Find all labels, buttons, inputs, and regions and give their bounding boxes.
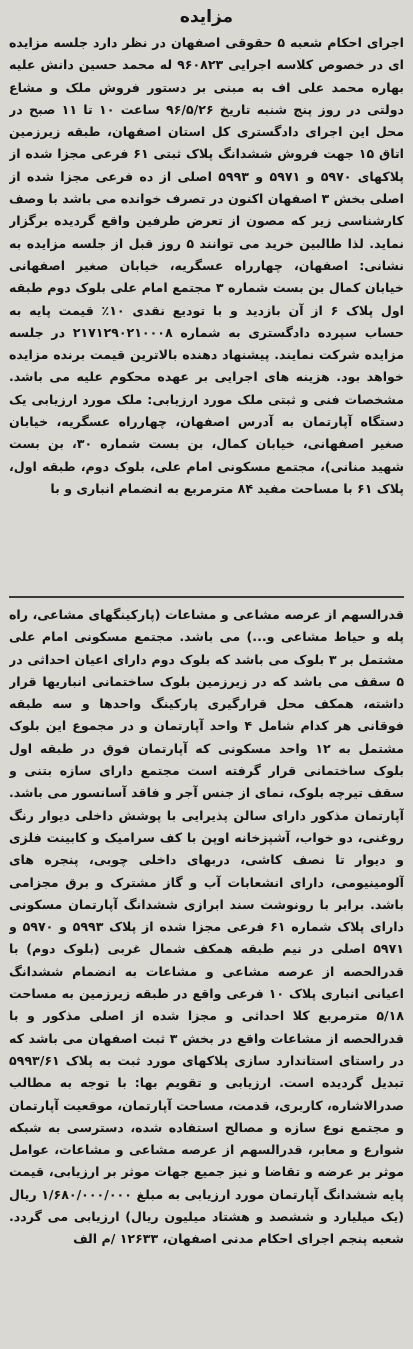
column-divider bbox=[9, 596, 404, 598]
notice-body-part-1: اجرای احکام شعبه ۵ حقوقی اصفهان در نظر دارد جلسه مزایده ای در خصوص کلاسه اجرایی ۹۶۰۸۲۳ له محمد حسین دانش علیه بهاره محمد علی اف به مبنی بر دستور فروش ملک و مشاع دولتی در روز پنج شنبه تاریخ ۹۶/۵/۲۶ ساعت ۱۰ تا ۱۱ صبح در محل این اجرای دادگستری کل استان اصفهان، طبقه زیرزمین اتاق ۱۵ جهت فروش ششدانگ پلاک ثبتی ۶۱ فرعی مجزا شده از پلاکهای ۵۹۷۰ و ۵۹۷۱ و ۵۹۹۳ اصلی از ده فرعی مجزا شده از اصلی بخش ۳ اصفهان اکنون در تصرف خوانده می باشد با وصف کارشناسی زیر که مصون از تعرض طرفین واقع گردیده برگزار نماید. لذا طالبین خرید می توانند ۵ روز قبل از جلسه مزایده به نشانی: اصفهان، چهارراه عسگریه، خیابان صغیر اصفهانی خیابان کمال بن بست شماره ۳ مجتمع امام علی بلوک دوم طبقه اول پلاک ۶ از آن بازدید و با تودیع نقدی ۱۰٪ قیمت پایه به حساب سپرده دادگستری به شماره ۲۱۷۱۲۹۰۲۱۰۰۰۸ در جلسه مزایده شرکت نمایند. پیشنهاد دهنده بالاترین قیمت برنده مزایده خواهد بود. هزینه های اجرایی بر عهده محکوم علیه می باشد. مشخصات فنی و ثبتی ملک مورد ارزیابی: ملک مورد ارزیابی یک دستگاه آپارتمان به آدرس اصفهان، چهارراه عسگریه، خیابان صغیر اصفهانی، خیابان کمال، بن بست شماره ۳۰، بن بست شهید منانی)، مجتمع مسکونی امام علی، بلوک دوم، طبقه اول، پلاک ۶۱ با مساحت مفید ۸۴ مترمربع به انضمام انباری و با bbox=[9, 35, 404, 496]
notice-body-part-2: قدرالسهم از عرصه مشاعی و مشاعات (پارکینگهای مشاعی، راه پله و حیاط مشاعی و...) می باشد. مجتمع مسکونی امام علی مشتمل بر ۳ بلوک می باشد که بلوک دوم دارای اعیان احداثی در ۵ سقف می باشد که در زیرزمین بلوک ساختمانی انباریها قرار داشته، همکف محل قرارگیری پارکینگ واحدها و سه طبقه فوقانی هر کدام شامل ۴ واحد آپارتمان و در مجموع این بلوک مشتمل به ۱۲ واحد مسکونی که آپارتمان فوق در طبقه اول بلوک ساختمانی قرار گرفته است مجتمع دارای سازه بتنی و سقف تیرچه بلوک، نمای از جنس آجر و فاقد آسانسور می باشد. آپارتمان مذکور دارای سالن پذیرایی با پوشش داخلی دیوار رنگ روغنی، دو خواب، آشپزخانه اوپن با کف سرامیک و کابینت فلزی و دیوار تا نصف کاشی، دربهای داخلی چوبی، پنجره های آلومینیومی، دارای انشعابات آب و گاز مشترک و برق مجزامی باشد. برابر با رونوشت سند ابرازی ششدانگ آپارتمان مسکونی دارای پلاک شماره ۶۱ فرعی مجزا شده از پلاک ۵۹۹۳ و ۵۹۷۰ و ۵۹۷۱ اصلی در نیم طبقه همکف شمال غربی (بلوک دوم) با قدرالحصه از عرصه مشاعی و مشاعات به انضمام ششدانگ اعیانی انباری پلاک ۱۰ فرعی واقع در طبقه زیرزمین به مساحت ۵/۱۸ مترمربع کلا احداثی و مجزا شده از اصلی مذکور و با قدرالحصه از مشاعات واقع در بخش ۳ ثبت اصفهان می باشد که در راستای استاندارد سازی پلاکهای مورد ثبت به پلاک ۵۹۹۳/۶۱ تبدیل گردیده است. ارزیابی و تقویم بها: با توجه به مطالب صدرالاشاره، کاربری، قدمت، مساحت آپارتمان، موقعیت آپارتمان و مجتمع نوع سازه و مصالح استفاده شده، دسترسی به شبکه شوارع و معابر، قدرالسهم از عرصه مشاعی و مشاعات، عوامل موثر بر عرضه و تقاضا و نیز جمیع جهات موثر بر ارزیابی، قیمت پایه ششدانگ آپارتمان مورد ارزیابی به مبلغ ۱/۶۸۰/۰۰۰/۰۰۰ ریال (یک میلیارد و ششصد و هشتاد میلیون ریال) ارزیابی می گردد. شعبه پنجم اجرای احکام مدنی اصفهان، ۱۲۶۳۳ /م الف bbox=[9, 607, 404, 1247]
notice-title: مزایده bbox=[179, 7, 234, 27]
